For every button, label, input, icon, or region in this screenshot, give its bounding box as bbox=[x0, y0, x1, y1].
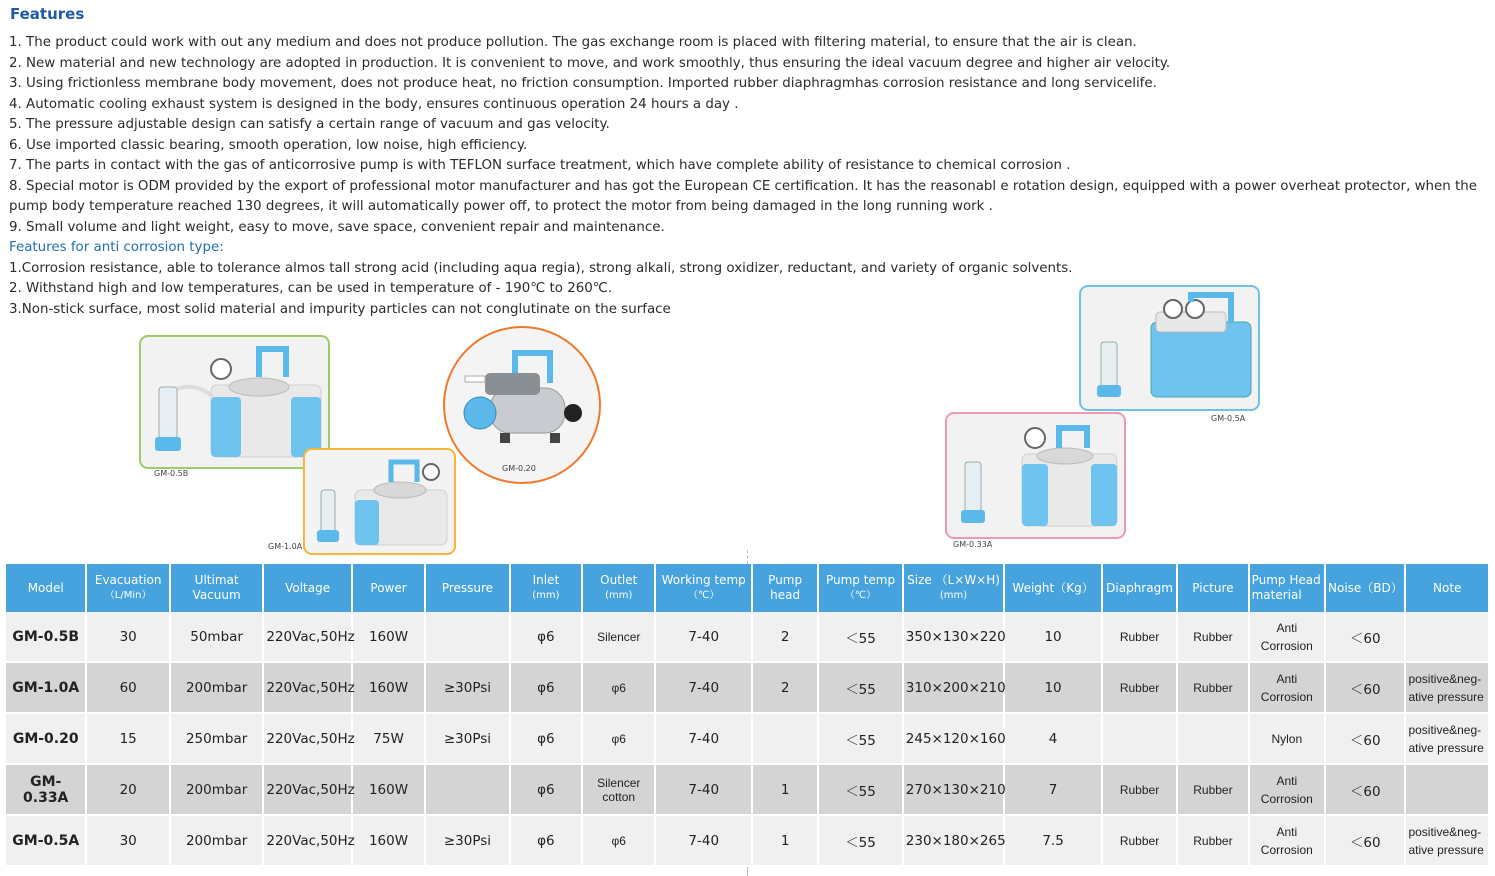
cell-model: GM-0.20 bbox=[6, 714, 87, 765]
feature-9: 9. Small volume and light weight, easy to move, save space, convenient repair and maintenance. bbox=[9, 219, 665, 235]
features-text bbox=[9, 33, 1487, 320]
table-row bbox=[6, 612, 1490, 663]
cell-head: 1 bbox=[753, 765, 819, 816]
cell-picture: Rubber bbox=[1178, 765, 1249, 816]
cell-voltage: 220Vac,50Hz bbox=[264, 612, 352, 663]
cell-note: positive&neg-ative pressure bbox=[1406, 714, 1490, 765]
anti-feature-3: 3.Non-stick surface, most solid material and impurity particles can not conglutinate on the surface bbox=[9, 301, 671, 317]
table-header-row bbox=[6, 564, 1490, 612]
feature-6: 6. Use imported classic bearing, smooth operation, low noise, high efficiency. bbox=[9, 137, 528, 153]
cell-diaphragm: Rubber bbox=[1103, 765, 1178, 816]
cell-model: GM-0.5A bbox=[6, 816, 87, 867]
cell-size: 350×130×220 bbox=[904, 612, 1006, 663]
photo-gm-1-0a bbox=[303, 448, 456, 555]
col-diaphragm: Diaphragm bbox=[1103, 564, 1178, 612]
cell-pressure: ≥30Psi bbox=[426, 816, 510, 867]
cell-power: 160W bbox=[353, 612, 426, 663]
cell-note bbox=[1406, 765, 1490, 816]
photo-gm-0-33a bbox=[945, 412, 1126, 539]
cell-voltage: 220Vac,50Hz bbox=[264, 714, 352, 765]
cell-size: 245×120×160 bbox=[904, 714, 1006, 765]
cell-vacuum: 200mbar bbox=[171, 816, 265, 867]
col-note: Note bbox=[1406, 564, 1490, 612]
anti-feature-2: 2. Withstand high and low temperatures, can be used in temperature of - 190℃ to 260℃. bbox=[9, 281, 613, 296]
cell-picture: Rubber bbox=[1178, 663, 1249, 714]
cell-ptemp: ＜55 bbox=[819, 612, 903, 663]
cell-noise: ＜60 bbox=[1326, 663, 1406, 714]
cell-headmat: Anti Corrosion bbox=[1250, 765, 1326, 816]
cell-diaphragm bbox=[1103, 714, 1178, 765]
cell-evac: 30 bbox=[87, 816, 170, 867]
col-power: Power bbox=[353, 564, 426, 612]
cell-evac: 20 bbox=[87, 765, 170, 816]
col-inlet: Inlet (mm) bbox=[511, 564, 583, 612]
features-heading: Features bbox=[10, 5, 85, 23]
pump-gm-1-0a-image bbox=[305, 450, 454, 553]
pump-gm-0-5b-image bbox=[141, 337, 328, 467]
cell-noise: ＜60 bbox=[1326, 816, 1406, 867]
caption-gm-0-5b: GM-0.5B bbox=[154, 469, 189, 478]
col-voltage: Voltage bbox=[264, 564, 352, 612]
cell-noise: ＜60 bbox=[1326, 765, 1406, 816]
col-working-temp: Working temp （℃） bbox=[656, 564, 753, 612]
cell-noise: ＜60 bbox=[1326, 612, 1406, 663]
cell-size: 270×130×210 bbox=[904, 765, 1006, 816]
pump-gm-0-33a-image bbox=[947, 414, 1124, 537]
photo-gm-0-5b bbox=[139, 335, 330, 469]
feature-7: 7. The parts in contact with the gas of anticorrosive pump is with TEFLON surface treatment, which have complete ability of resistance to chemical corrosion . bbox=[9, 158, 1071, 173]
cell-note bbox=[1406, 612, 1490, 663]
feature-1: 1. The product could work with out any medium and does not produce pollution. The gas exchange room is placed with filtering material, to ensure that the air is clean. bbox=[9, 35, 1137, 50]
photo-gm-0-20 bbox=[443, 326, 601, 484]
cell-pressure: ≥30Psi bbox=[426, 714, 510, 765]
cell-size: 310×200×210 bbox=[904, 663, 1006, 714]
caption-gm-1-0a: GM-1.0A bbox=[268, 542, 303, 551]
cell-vacuum: 200mbar bbox=[171, 765, 265, 816]
cell-diaphragm: Rubber bbox=[1103, 612, 1178, 663]
col-noise: Noise（BD） bbox=[1326, 564, 1406, 612]
table-row bbox=[6, 816, 1490, 867]
cell-power: 160W bbox=[353, 816, 426, 867]
cell-pressure bbox=[426, 612, 510, 663]
anti-feature-1: 1.Corrosion resistance, able to tolerance almos tall strong acid (including aqua regia), strong alkali, strong oxidizer, reductant, and variety of organic solvents. bbox=[9, 260, 1073, 276]
cell-diaphragm: Rubber bbox=[1103, 816, 1178, 867]
col-pump-head: Pump head bbox=[753, 564, 819, 612]
col-pump-temp: Pump temp （℃） bbox=[819, 564, 903, 612]
cell-temp: 7-40 bbox=[656, 714, 753, 765]
cell-power: 160W bbox=[353, 663, 426, 714]
cell-evac: 15 bbox=[87, 714, 170, 765]
cell-weight: 10 bbox=[1005, 612, 1103, 663]
cell-pressure: ≥30Psi bbox=[426, 663, 510, 714]
cell-model: GM-0.5B bbox=[6, 612, 87, 663]
col-pressure: Pressure bbox=[426, 564, 510, 612]
cell-temp: 7-40 bbox=[656, 612, 753, 663]
cell-ptemp: ＜55 bbox=[819, 816, 903, 867]
cell-picture: Rubber bbox=[1178, 612, 1249, 663]
feature-2: 2. New material and new technology are adopted in production. It is convenient to move, and work smoothly, thus ensuring the ideal vacuum degree and higher air velocity. bbox=[9, 55, 1171, 71]
cell-voltage: 220Vac,50Hz bbox=[264, 765, 352, 816]
col-pump-head-material: Pump Head material bbox=[1250, 564, 1326, 612]
cell-outlet: φ6 bbox=[583, 663, 656, 714]
divider-top bbox=[747, 550, 748, 564]
cell-inlet: φ6 bbox=[511, 663, 583, 714]
cell-noise: ＜60 bbox=[1326, 714, 1406, 765]
cell-size: 230×180×265 bbox=[904, 816, 1006, 867]
caption-gm-0-5a: GM-0.5A bbox=[1211, 414, 1246, 423]
cell-picture bbox=[1178, 714, 1249, 765]
cell-note: positive&neg-ative pressure bbox=[1406, 663, 1490, 714]
cell-model: GM-0.33A bbox=[6, 765, 87, 816]
cell-voltage: 220Vac,50Hz bbox=[264, 816, 352, 867]
cell-evac: 60 bbox=[87, 663, 170, 714]
cell-head bbox=[753, 714, 819, 765]
cell-headmat: Anti Corrosion bbox=[1250, 663, 1326, 714]
caption-gm-0-33a: GM-0.33A bbox=[953, 540, 993, 549]
cell-head: 1 bbox=[753, 816, 819, 867]
col-size: Size （L×W×H) (mm) bbox=[904, 564, 1006, 612]
spec-table bbox=[6, 564, 1490, 867]
cell-model: GM-1.0A bbox=[6, 663, 87, 714]
cell-weight: 10 bbox=[1005, 663, 1103, 714]
cell-ptemp: ＜55 bbox=[819, 765, 903, 816]
cell-outlet: φ6 bbox=[583, 816, 656, 867]
cell-ptemp: ＜55 bbox=[819, 663, 903, 714]
feature-4: 4. Automatic cooling exhaust system is designed in the body, ensures continuous operation 24 hours a day . bbox=[9, 96, 739, 112]
col-weight: Weight（Kg） bbox=[1005, 564, 1103, 612]
cell-picture: Rubber bbox=[1178, 816, 1249, 867]
cell-vacuum: 50mbar bbox=[171, 612, 265, 663]
cell-temp: 7-40 bbox=[656, 765, 753, 816]
cell-headmat: Anti Corrosion bbox=[1250, 612, 1326, 663]
table-row bbox=[6, 663, 1490, 714]
col-evacuation: Evacuation （L/Min） bbox=[87, 564, 170, 612]
anti-corrosion-heading: Features for anti corrosion type: bbox=[9, 240, 224, 255]
cell-outlet: Silencer cotton bbox=[583, 765, 656, 816]
cell-weight: 7.5 bbox=[1005, 816, 1103, 867]
cell-pressure bbox=[426, 765, 510, 816]
col-ultimate-vacuum: Ultimat Vacuum bbox=[171, 564, 265, 612]
cell-ptemp: ＜55 bbox=[819, 714, 903, 765]
cell-vacuum: 200mbar bbox=[171, 663, 265, 714]
cell-temp: 7-40 bbox=[656, 663, 753, 714]
feature-8: 8. Special motor is ODM provided by the export of professional motor manufacturer and has got the European CE certification. It has the reasonabl e rotation design, equipped with a power overheat protector, when the pump body temperature reached 130 degrees, it will automatically power off, to protect the motor from being damaged in the long running work . bbox=[9, 178, 1477, 214]
caption-gm-0-20: GM-0.20 bbox=[502, 464, 536, 473]
col-outlet: Outlet (mm) bbox=[583, 564, 656, 612]
cell-diaphragm: Rubber bbox=[1103, 663, 1178, 714]
cell-inlet: φ6 bbox=[511, 714, 583, 765]
feature-5: 5. The pressure adjustable design can satisfy a certain range of vacuum and gas velocity. bbox=[9, 117, 610, 132]
cell-power: 75W bbox=[353, 714, 426, 765]
col-model: Model bbox=[6, 564, 87, 612]
feature-3: 3. Using frictionless membrane body movement, does not produce heat, no friction consumption. Imported rubber diaphragmhas corrosion resistance and long servicelife. bbox=[9, 76, 1157, 91]
cell-weight: 7 bbox=[1005, 765, 1103, 816]
pump-gm-0-5a-image bbox=[1081, 287, 1258, 409]
cell-inlet: φ6 bbox=[511, 612, 583, 663]
cell-evac: 30 bbox=[87, 612, 170, 663]
photo-gm-0-5a bbox=[1079, 285, 1260, 411]
cell-inlet: φ6 bbox=[511, 765, 583, 816]
col-picture: Picture bbox=[1178, 564, 1249, 612]
divider-bottom bbox=[747, 866, 748, 876]
cell-vacuum: 250mbar bbox=[171, 714, 265, 765]
cell-headmat: Nylon bbox=[1250, 714, 1326, 765]
cell-weight: 4 bbox=[1005, 714, 1103, 765]
cell-power: 160W bbox=[353, 765, 426, 816]
table-row bbox=[6, 714, 1490, 765]
pump-gm-0-20-image bbox=[445, 328, 599, 482]
cell-head: 2 bbox=[753, 612, 819, 663]
table-row bbox=[6, 765, 1490, 816]
cell-temp: 7-40 bbox=[656, 816, 753, 867]
cell-head: 2 bbox=[753, 663, 819, 714]
cell-voltage: 220Vac,50Hz bbox=[264, 663, 352, 714]
cell-inlet: φ6 bbox=[511, 816, 583, 867]
cell-note: positive&neg-ative pressure bbox=[1406, 816, 1490, 867]
cell-headmat: Anti Corrosion bbox=[1250, 816, 1326, 867]
cell-outlet: Silencer bbox=[583, 612, 656, 663]
cell-outlet: φ6 bbox=[583, 714, 656, 765]
